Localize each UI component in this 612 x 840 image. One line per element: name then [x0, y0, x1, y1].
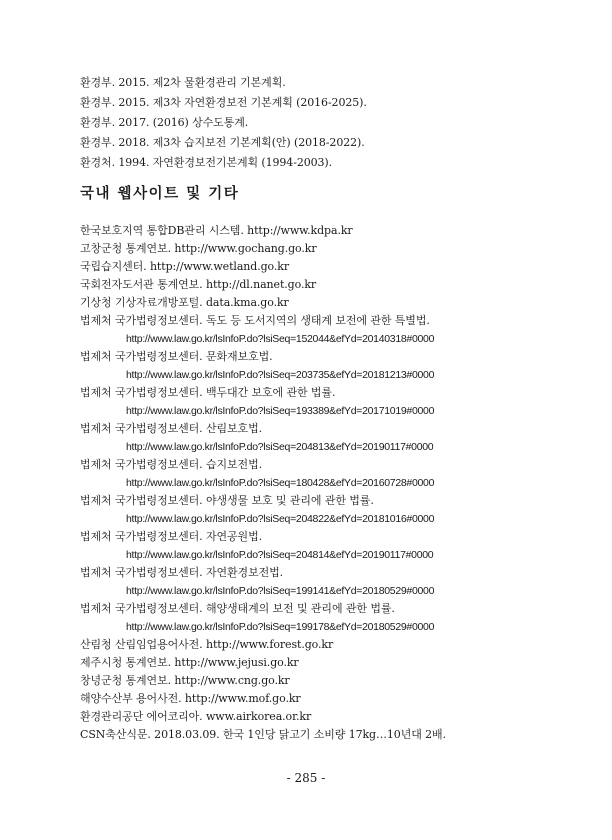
- reference-entry: 한국보호지역 통합DB관리 시스템. http://www.kdpa.kr: [80, 224, 353, 237]
- reference-entry: 환경처. 1994. 자연환경보전기본계획 (1994-2003).: [80, 156, 332, 169]
- section-heading: 국내 웹사이트 및 기타: [80, 186, 240, 202]
- reference-entry: 법제처 국가법령정보센터. 야생생물 보호 및 관리에 관한 법률.: [80, 494, 374, 507]
- reference-entry: 기상청 기상자료개방포털. data.kma.go.kr: [80, 296, 289, 309]
- reference-entry: 법제처 국가법령정보센터. 자연공원법.: [80, 530, 263, 543]
- reference-entry: 법제처 국가법령정보센터. 백두대간 보호에 관한 법률.: [80, 386, 336, 399]
- reference-entry: 법제처 국가법령정보센터. 자연환경보전법.: [80, 566, 284, 579]
- reference-entry: 법제처 국가법령정보센터. 문화재보호법.: [80, 350, 273, 363]
- reference-url: http://www.law.go.kr/lsInfoP.do?lsiSeq=204822&efYd=20181016#0000: [126, 513, 435, 525]
- reference-entry: 산림청 산림임업용어사전. http://www.forest.go.kr: [80, 638, 334, 651]
- reference-url: http://www.law.go.kr/lsInfoP.do?lsiSeq=193389&efYd=20171019#0000: [126, 405, 435, 417]
- reference-url: http://www.law.go.kr/lsInfoP.do?lsiSeq=152044&efYd=20140318#0000: [126, 333, 435, 345]
- reference-entry: 법제처 국가법령정보센터. 습지보전법.: [80, 458, 263, 471]
- reference-entry: 환경부. 2018. 제3차 습지보전 기본계획(안) (2018-2022).: [80, 136, 365, 149]
- reference-entry: 해양수산부 용어사전. http://www.mof.go.kr: [80, 692, 301, 705]
- reference-entry: 환경부. 2015. 제3차 자연환경보전 기본계획 (2016-2025).: [80, 96, 367, 109]
- reference-url: http://www.law.go.kr/lsInfoP.do?lsiSeq=199178&efYd=20180529#0000: [126, 621, 435, 633]
- reference-url: http://www.law.go.kr/lsInfoP.do?lsiSeq=180428&efYd=20160728#0000: [126, 477, 435, 489]
- reference-entry: 법제처 국가법령정보센터. 독도 등 도서지역의 생태계 보전에 관한 특별법.: [80, 314, 430, 327]
- reference-entry: 법제처 국가법령정보센터. 산림보호법.: [80, 422, 263, 435]
- reference-url: http://www.law.go.kr/lsInfoP.do?lsiSeq=203735&efYd=20181213#0000: [126, 369, 435, 381]
- reference-entry: 환경관리공단 에어코리아. www.airkorea.or.kr: [80, 710, 312, 723]
- reference-entry: 환경부. 2015. 제2차 물환경관리 기본계획.: [80, 76, 286, 89]
- reference-entry: 제주시청 통계연보. http://www.jejusi.go.kr: [80, 656, 299, 669]
- page-number: - 285 -: [286, 771, 326, 785]
- reference-entry: 고창군청 통계연보. http://www.gochang.go.kr: [80, 242, 317, 255]
- reference-entry: 국립습지센터. http://www.wetland.go.kr: [80, 260, 290, 273]
- reference-entry: CSN축산식문. 2018.03.09. 한국 1인당 닭고기 소비량 17kg…10년대 2배.: [80, 728, 446, 741]
- reference-url: http://www.law.go.kr/lsInfoP.do?lsiSeq=204813&efYd=20190117#0000: [126, 441, 434, 453]
- reference-url: http://www.law.go.kr/lsInfoP.do?lsiSeq=204814&efYd=20190117#0000: [126, 549, 434, 561]
- reference-url: http://www.law.go.kr/lsInfoP.do?lsiSeq=199141&efYd=20180529#0000: [126, 585, 435, 597]
- reference-entry: 법제처 국가법령정보센터. 해양생태계의 보전 및 관리에 관한 법률.: [80, 602, 395, 615]
- reference-entry: 국회전자도서관 통계연보. http://dl.nanet.go.kr: [80, 278, 317, 291]
- reference-entry: 환경부. 2017. (2016) 상수도통계.: [80, 116, 249, 129]
- reference-entry: 창녕군청 통계연보. http://www.cng.go.kr: [80, 674, 290, 687]
